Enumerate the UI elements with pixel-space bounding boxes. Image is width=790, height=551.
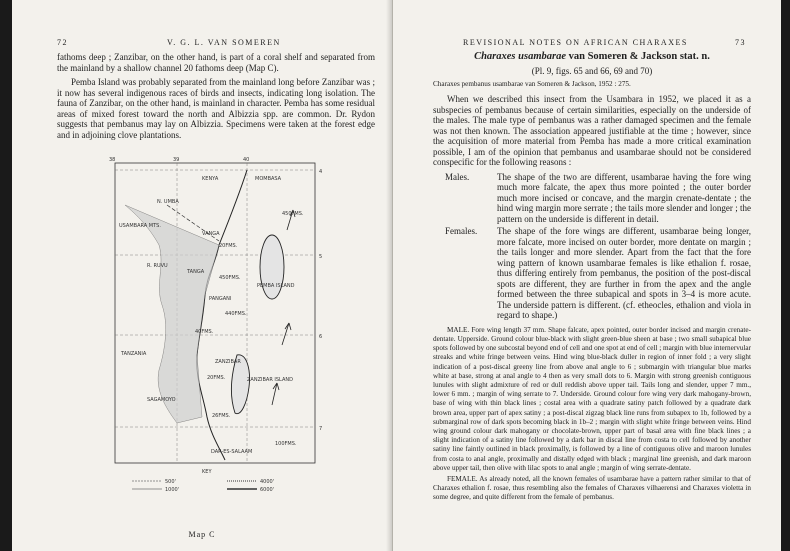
grid-label: 39 [173, 157, 180, 163]
males-text: The shape of the two are different, usambarae having the fore wing much more falcate, the apex thus more pointed ; the outer border much more incised or concave, and the margin crenate-dentate ; the hind wing margin more serrate ; the tails more slender and longer ; the pattern on the underside is different in detail. [497, 171, 751, 224]
female-description: FEMALE. As already noted, all the known females of usambarae have a pattern rather similar to that of Charaxes ethalion f. rosae, thus resembling also the females of Charaxes vilhaerensi and Charaxes violetta in some degree, and quite different from the female of pembanus. [433, 474, 751, 502]
place-label: PANGANI [209, 296, 232, 302]
place-label: KEY [202, 469, 212, 475]
place-label: ZANZIBAR [215, 359, 241, 365]
place-label: R. RUVU [147, 263, 168, 269]
depth-label: 40FMS. [195, 329, 214, 335]
place-label: ZANZIBAR ISLAND [247, 377, 293, 383]
paragraph: fathoms deep ; Zanzibar, on the other hand, is part of a coral shelf and separated from the mainland by a shallow channel 20 fathoms deep (Map C). [57, 52, 375, 73]
males-label: Males. [445, 171, 470, 182]
depth-label: 26FMS. [212, 413, 231, 419]
females-entry [433, 226, 751, 321]
place-label: PEMBA ISLAND [257, 283, 295, 289]
depth-label: 100FMS. [275, 441, 297, 447]
place-label: USAMBARA MTS. [119, 223, 161, 229]
key-label: 6000' [260, 487, 275, 493]
map-caption: Map C [188, 530, 216, 539]
place-label: N. UMBA [157, 199, 179, 205]
grid-label: 4 [319, 169, 323, 175]
grid-label: 7 [319, 426, 323, 432]
key-label: 500' [165, 479, 176, 485]
intro-paragraph: When we described this insect from the Usambara in 1952, we placed it as a subspecies of pembanus because of certain similarities, especially on the underside of the males. The male type of pembanus was a rather damaged specimen and the female was not then known. The association appeared justifiable at the time ; however, since the acquisition of more material from Pemba has made a more critical examination possible, I am of the opinion that pembanus and usambarae should not be considered conspecific for the following reasons : [433, 94, 751, 168]
right-page-number: 73 [735, 38, 746, 47]
left-page-number: 72 [57, 38, 68, 47]
place-label: KENYA [202, 176, 219, 182]
depth-label: 450FMS. [282, 211, 304, 217]
place-label: MOMBASA [255, 176, 282, 182]
left-page [12, 0, 393, 551]
paragraph: Pemba Island was probably separated from the mainland long before Zanzibar was ; it now has several indigenous races of birds and insects, indicating long isolation. The fauna of Zanzibar, on the other hand, is mainland in character. Pemba has some residual areas of mixed forest toward the north and Albizzia spp. are common. Dr. Rydon suggests that pembanus may lay on Albizzia. Specimens were taken at the forest edge and in adjoining clove plantations. [57, 77, 375, 140]
species-name: Charaxes usambarae [474, 51, 566, 62]
species-title [433, 52, 751, 63]
key-label: 4000' [260, 479, 275, 485]
place-label: VANGA [202, 231, 220, 237]
depth-label: 440FMS. [225, 311, 247, 317]
grid-label: 5 [319, 254, 323, 260]
left-running-head: V. G. L. VAN SOMEREN [167, 38, 281, 47]
place-label: SAGAMOYO [147, 397, 176, 403]
place-label: DAR-ES-SALAAM [211, 449, 253, 455]
right-page [393, 0, 781, 551]
male-description: MALE. Fore wing length 37 mm. Shape falcate, apex pointed, outer border incised and margin crenate-dentate. Upperside. Ground colour blue-black with slight green-blue sheen at base ; two small subapical blue spots followed by one subcostal beyond end of cell and one spot at end of cell ; margin with blue internervular streaks and white fringe between veins. Hind wing blue-black duller in region of inner fold ; a very slight indication of a post-discal greeny line from above anal angle to 6 ; submargin with triangular blue marks white at base, strong at anal angle to 4 then as very small dots to 6. Margin with strong greenish contiguous lunules with slight admixture of red or dull reddish above upper tail. Tails long and slender, upper 7 mm., lower 6 mm. ; margin of wing serrate to 7. Underside. Ground colour fore wing very dark mahogany-brown, base of wing with thin black lines ; costal area with a quadrate satiny patch followed by a quadrate dark brown area, upper part of apex satiny ; a post-discal zigzag black line runs from subapex to 1b, followed by a submarginal row of dark spots becoming black in 1b–2 ; margin with slight white fringe between veins. Hind wing ground colour dark mahogany or chocolate-brown, upper part of basal area with fine black lines ; a slight indication of a satiny line followed by a dark bar in discal line from costa to cell followed by another satiny line faintly outlined in black proximally, is followed by a line of contiguous olive and maroon lunules from costa to anal angle, proximally and distally edged with black ; marginal line greenish, and dark maroon above upper tail, then olive with lilac spots to anal angle ; margin of wing serrate-dentate. [433, 325, 751, 472]
place-label: TANZANIA [121, 351, 147, 357]
species-authority: van Someren & Jackson [565, 51, 680, 62]
key-label: 1000' [165, 487, 180, 493]
grid-label: 6 [319, 334, 323, 340]
males-entry [433, 172, 751, 225]
left-text-block [57, 52, 375, 140]
depth-label: 20FMS. [219, 243, 238, 249]
depth-label: 450FMS. [219, 275, 241, 281]
grid-label: 40 [243, 157, 250, 163]
right-text-block [433, 52, 751, 503]
place-label: TANGA [187, 269, 205, 275]
map-c [107, 155, 337, 495]
depth-label: 20FMS. [207, 375, 226, 381]
females-label: Females. [445, 226, 478, 237]
grid-label: 38 [109, 157, 116, 163]
plate-reference: (Pl. 9, figs. 65 and 66, 69 and 70) [531, 65, 653, 76]
right-running-head: REVISIONAL NOTES ON AFRICAN CHARAXES [463, 38, 688, 47]
synonym-line: Charaxes pembanus usambarae van Someren & Jackson, 1952 : 275. [433, 80, 631, 88]
species-status: stat. n. [679, 51, 710, 62]
females-text: The shape of the fore wings are different, usambarae being longer, more falcate, more incised on outer border, more dentate on margin ; the tails longer and more slender. Apart from the fact that the fore wing pattern of known usambarae females is like ethalion f. rosae, thus differing entirely from pembanus, the position of the post-discal spots are different, they are further in from the apex and the angle formed between the three subapical and spots in 3–4 is more acute. The underside pattern is different. (cf. etheocles, ethalion and viola in regard to shape.) [497, 226, 751, 321]
